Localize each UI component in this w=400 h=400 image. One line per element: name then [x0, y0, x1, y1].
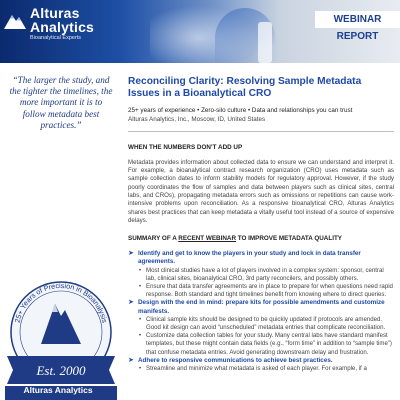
badge-arc-text: 25+ Years of Precision in Bioanalysis [12, 280, 110, 324]
list-item [128, 357, 394, 373]
sub-list-item: • Most clinical studies have a lot of players involved in a complex system: sponsor, central lab, clinical sites, bioanalytical CRO, 3rd party reconcilers, and possibly others. [138, 267, 394, 283]
brand-name-line2: Analytics [30, 19, 95, 35]
badge-est-text: Est. 2000 [36, 363, 86, 378]
badge-brand-text: Alturas Analytics [23, 385, 93, 395]
divider [128, 131, 394, 132]
recent-webinar-link[interactable]: RECENT WEBINAR [178, 235, 236, 243]
anniversary-badge-icon [5, 252, 117, 400]
brand-subline: Bioanalytical Experts [30, 35, 82, 41]
brand-wordmark [30, 6, 94, 42]
article [128, 76, 394, 373]
summary-heading-prefix: SUMMARY OF A [128, 235, 179, 243]
webinar-report-label: WEBINAR REPORT [315, 11, 400, 28]
header-banner [0, 0, 400, 63]
sub-list-item: • Clinical sample kits should be designed to be quickly updated if protocols are amended. Good kit design can avoid “unscheduled” metadata entries that complicate reconciliation. [138, 316, 394, 332]
best-practices-list [128, 250, 394, 373]
sub-list [138, 267, 394, 300]
article-title: Reconciling Clarity: Resolving Sample Metadata Issues in a Bioanalytical CRO [128, 76, 362, 100]
arrow-right-icon: ➤ [128, 250, 134, 258]
point-heading: Design with the end in mind: prepare kits for possible amendments and customize manifests. [138, 299, 385, 315]
article-location: Alturas Analytics, Inc., Moscow, ID, United States [128, 115, 266, 123]
lab-photo-vial [258, 22, 272, 63]
list-item [128, 250, 394, 299]
point-heading: Adhere to responsive communications to achieve best practices. [138, 356, 333, 364]
article-tagline: 25+ years of experience • Zero-silo culture • Data and relationships you can trust [128, 106, 353, 114]
sub-list-item: • Streamline and minimize what metadata is asked of each player. For example, if a [138, 365, 394, 373]
sub-list [138, 316, 394, 357]
sub-list-item: • Customize data collection tables for your study. Many central labs have standard manifest templates, but these might contain data fields (e.g., “form time” in addition to “sample time”) that confuse metadata entries. Avoid generating downstream delay and frustration. [138, 332, 394, 357]
section-heading-summary [128, 235, 394, 242]
summary-heading-suffix: TO IMPROVE METADATA QUALITY [236, 235, 342, 243]
section-body-problem: Metadata provides information about collected data to ensure we can understand and interpret it. For example, a bioanalytical contract research organization (CRO) uses metadata such as sample collection dates to inform stability models for regulatory approval. However, if the study poorly coordinates the flow of samples and data between players such as clinical sites, central labs, and CROs), propagating metadata errors such as omissions or repetitions can cause work-intensive problems upon reconciliation. As a responsive bioanalytical CRO, Alturas Analytics shares best practices that can keep metadata a vitally useful tool instead of a source of expensive delays. [128, 158, 394, 224]
arrow-right-icon: ➤ [128, 356, 134, 364]
pull-quote: “The larger the study, and the tighter the timelines, the more important it is to follow metadata best practices.” [9, 75, 113, 130]
sub-list-item: • Ensure that data transfer agreements are in place to prepare for when questions need rapid response. Both standard and tight timelines benefit from knowing where to direct queries. [138, 283, 394, 299]
point-heading: Identify and get to know the players in your study and lock in data transfer agreements. [138, 250, 361, 266]
list-item [128, 299, 394, 356]
section-heading-problem: WHEN THE NUMBERS DON’T ADD UP [128, 143, 243, 151]
sub-list [138, 365, 394, 373]
brand-logo[interactable] [4, 6, 94, 42]
mountain-logo-icon [4, 9, 26, 29]
arrow-right-icon: ➤ [128, 299, 134, 307]
brand-name-line1: Alturas [30, 5, 80, 21]
